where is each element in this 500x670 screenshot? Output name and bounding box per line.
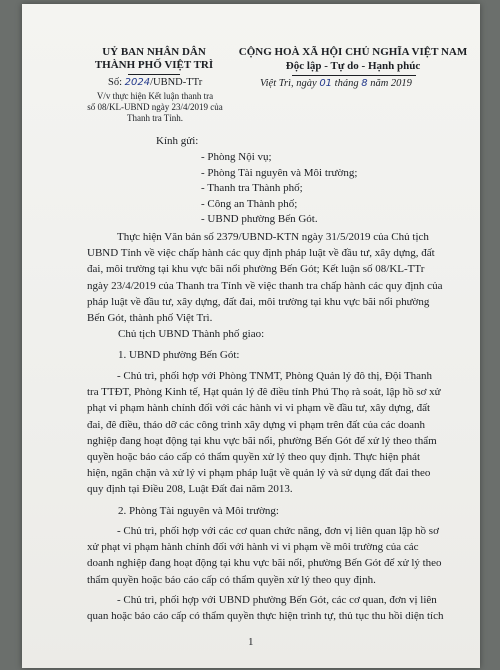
subject-line: số 08/KL-UBND ngày 23/4/2019 của [87, 102, 223, 112]
recipient-item: - Phòng Nội vụ; [201, 151, 272, 163]
intro-line: pháp luật về đầu tư, xây dựng, đất đai, môi trường tại khu vực bãi nổi phường [87, 295, 430, 308]
recipient-item: - UBND phường Bến Gót. [201, 213, 318, 225]
date-prefix: Việt Trì, ngày [260, 78, 317, 89]
page-number: 1 [248, 636, 254, 648]
date-month-label: tháng [334, 78, 359, 89]
date-year: năm 2019 [370, 78, 412, 89]
intro-line: đai, môi trường tại khu vực bãi nổi phường Bến Gót; Kết luận số 08/KL-TTr [87, 263, 425, 276]
date-day: 01 [319, 78, 333, 89]
recipient-item: - Phòng Tài nguyên và Môi trường; [201, 166, 358, 179]
sec2-line: - Chủ trì, phối hợp với các cơ quan chức năng, đơn vị liên quan lập hồ sơ [117, 525, 439, 537]
sec2-line: doanh nghiệp đang hoạt động tại khu vực bãi nổi, phường Bến Gót để xử lý theo [87, 557, 442, 570]
intro-line: UBND Tỉnh về việc chấp hành các quy định pháp luật về đầu tư, xây dựng, đất [87, 247, 435, 260]
sec1-line: phạt vi phạm hành chính đối với các hành vi vi phạm về đầu tư, xây dựng, đất [87, 402, 431, 415]
assign-line: Chủ tịch UBND Thành phố giao: [118, 328, 265, 340]
subject-block [70, 91, 240, 124]
recipient-item: - Công an Thành phố; [201, 197, 298, 210]
sec2-line: xử phạt vi phạm hành chính đối với hành vi vi phạm về môi trường của các [87, 541, 419, 554]
greeting: Kính gửi: [156, 135, 199, 147]
intro-line: ngày 23/4/2019 của Thanh tra Tỉnh về việc thanh tra chấp hành các quy định của [87, 279, 443, 292]
sec1-line: quyền hoặc báo cáo cấp có thẩm quyền xử lý theo quy định. Thực hiện phát [87, 451, 421, 464]
agency-underline [128, 74, 180, 75]
intro-line: Thực hiện Văn bản số 2379/UBND-KTN ngày 31/5/2019 của Chủ tịch [117, 231, 429, 243]
date-month: 8 [361, 78, 368, 89]
sec2-line: thẩm quyền hoặc báo cáo cấp có thẩm quyền xử lý theo quy định. [87, 573, 376, 586]
section-2-text [87, 523, 461, 588]
section-2-title: 2. Phòng Tài nguyên và Môi trường: [118, 505, 279, 517]
national-motto: Độc lập - Tự do - Hạnh phúc [285, 60, 421, 72]
sec1-line: - Chủ trì, phối hợp với Phòng TNMT, Phòng Quản lý đô thị, Đội Thanh [117, 370, 433, 382]
section-2-text-continued [87, 592, 461, 624]
sec2-line: - Chủ trì, phối hợp với UBND phường Bến Gót, các cơ quan, đơn vị liên [117, 594, 437, 606]
number-suffix: /UBND-TTr [150, 77, 203, 88]
agency-name: UỶ BAN NHÂN DÂN [102, 46, 206, 58]
document-number [108, 77, 202, 88]
section-1-text [87, 368, 461, 498]
sec2-line: quan hoặc báo cáo cấp có thẩm quyền thực hiện trình tự, thủ tục thu hồi diện tích [87, 610, 444, 623]
intro-paragraph [87, 229, 459, 326]
sec1-line: tra TTĐT, Phòng Kinh tế, Hạt quản lý đê điều tỉnh Phú Thọ rà soát, lập hồ sơ xử [87, 386, 441, 399]
recipient-item: - Thanh tra Thành phố; [201, 182, 303, 194]
national-title: CỘNG HOÀ XÃ HỘI CHỦ NGHĨA VIỆT NAM [238, 46, 468, 58]
motto-underline [292, 75, 416, 76]
sec1-line: quy định tại Điều 208, Luật Đất đai năm 2013. [87, 483, 293, 496]
intro-line: Bến Gót, thành phố Việt Trì. [87, 312, 213, 325]
sec1-line: đai, đê điều, tháo dỡ các công trình xây dựng vi phạm trên đất của các doanh [87, 418, 425, 431]
subject-line: Thanh tra Tỉnh. [126, 113, 184, 123]
document-date [260, 78, 412, 89]
sec1-line: hiện, ngăn chặn và xử lý vi phạm pháp luật về quản lý và sử dụng đất đai theo [87, 467, 431, 480]
number-handwritten: 2024 [124, 77, 151, 88]
agency-city: THÀNH PHỐ VIỆT TRÌ [94, 59, 214, 71]
sec1-line: nghiệp đang hoạt động tại khu vực bãi nổi, phường Bến Gót để xử lý theo thẩm [87, 434, 437, 447]
document-page [22, 4, 480, 668]
subject-line: V/v thực hiện Kết luận thanh tra [96, 91, 214, 101]
number-label: Số: [108, 77, 123, 88]
section-1-title: 1. UBND phường Bến Gót: [118, 349, 240, 361]
recipient-list [201, 150, 357, 228]
